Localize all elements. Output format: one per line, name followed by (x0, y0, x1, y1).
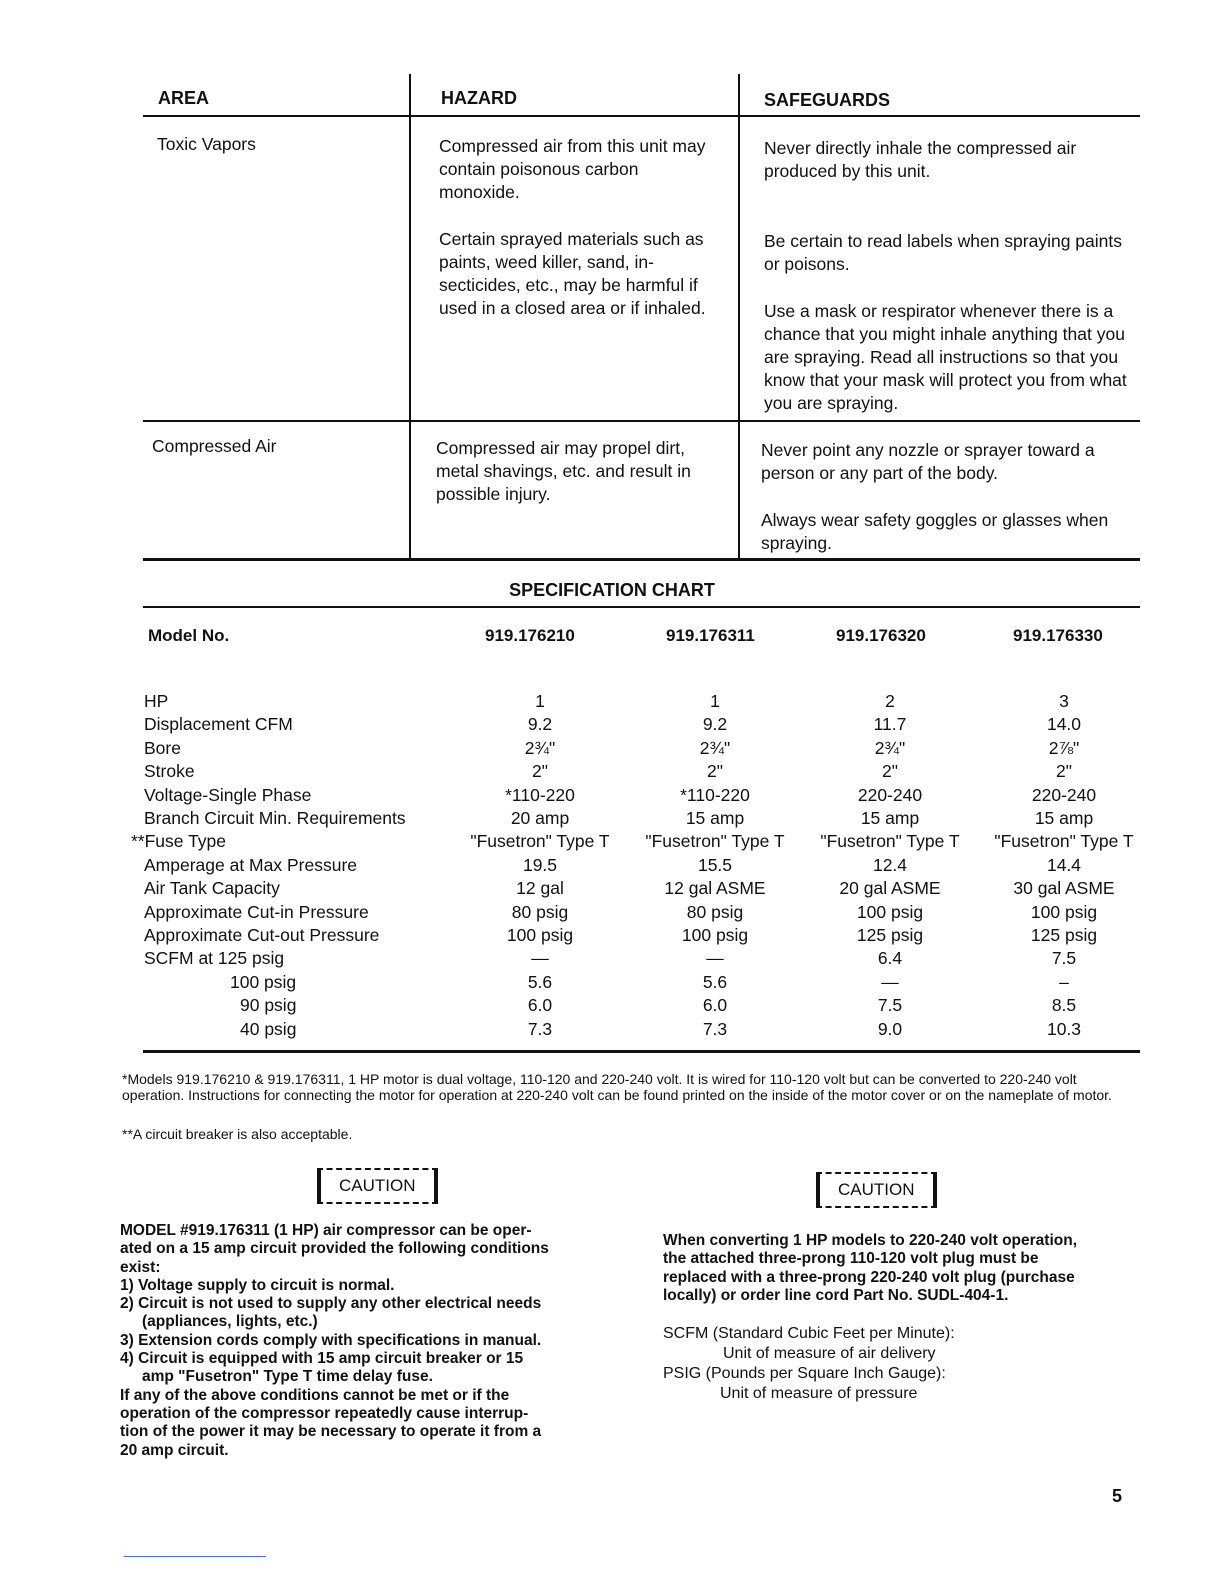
caution-line: 1) Voltage supply to circuit is normal. (120, 1276, 395, 1294)
spec-cell: 9.2 (702, 714, 728, 735)
caution-line: tion of the power it may be necessary to operate it from a (120, 1423, 542, 1441)
spec-cell: 1 (535, 691, 545, 711)
spec-cell: 80 psig (686, 901, 744, 922)
spec-cell: 15 amp (685, 808, 745, 829)
spec-cell: 2 (885, 691, 895, 711)
column-divider-2 (738, 74, 740, 558)
caution-line: 3) Extension cords comply with specifications in manual. (120, 1331, 542, 1349)
caution-line: When converting 1 HP models to 220-240 volt operation, (663, 1232, 1077, 1249)
spec-title-rule (143, 606, 1140, 608)
spec-cell: 6.0 (702, 995, 728, 1016)
spec-cell: 12 gal (516, 878, 564, 899)
spec-cell: 12 gal ASME (664, 878, 766, 899)
spec-label: 90 psig (240, 995, 297, 1016)
spec-chart-title: SPECIFICATION CHART (509, 580, 715, 600)
spec-cell: 14.0 (1046, 714, 1082, 735)
spec-cell: 2" (1056, 761, 1072, 782)
header-hazard: HAZARD (441, 88, 517, 108)
row-rule (143, 420, 1140, 422)
psig-definition: Unit of measure of pressure (720, 1385, 918, 1402)
spec-cell: "Fusetron" Type T (645, 831, 785, 852)
spec-cell: *110-220 (680, 784, 750, 805)
spec-cell: 3 (1059, 691, 1069, 711)
caution-line: (appliances, lights, etc.) (142, 1313, 318, 1331)
hazard-toxic-2: Certain sprayed materials such as paints, weed killer, sand, in-secticides, etc., may be harmful if used in a closed area or if inhaled. (439, 229, 706, 318)
header-area: AREA (158, 88, 210, 108)
spec-cell: 2" (532, 761, 548, 782)
spec-cell: 1 (710, 691, 720, 711)
safeguard-compressed-2: Always wear safety goggles or glasses when spraying. (761, 510, 1109, 553)
caution-line: amp "Fusetron" Type T time delay fuse. (142, 1368, 433, 1386)
spec-cell: 2¾" (874, 737, 906, 758)
spec-column-3 (805, 690, 975, 1041)
spec-cell: 80 psig (511, 901, 569, 922)
caution-line: ated on a 15 amp circuit provided the following conditions (120, 1240, 549, 1258)
spec-cell: – (1059, 971, 1069, 992)
spec-column-4 (979, 690, 1149, 1041)
safeguard-toxic-1: Never directly inhale the compressed air produced by this unit. (764, 138, 1077, 181)
spec-label: Approximate Cut-out Pressure (144, 925, 380, 946)
spec-cell: 19.5 (522, 854, 558, 875)
spec-cell: 2" (882, 761, 898, 782)
footnote-dual-voltage: *Models 919.176210 & 919.176311, 1 HP motor is dual voltage, 110-120 and 220-240 volt. It is wired for 110-120 volt but can be converted to 220-240 volt operation. Instructions for connecting the motor for operation at 220-240 volt can be found printed on the inside of the motor cover or on the nameplate of motor. (122, 1071, 1112, 1103)
spec-cell: 7.5 (877, 995, 903, 1016)
caution-line: 20 amp circuit. (120, 1441, 229, 1459)
spec-cell: 10.3 (1046, 1018, 1082, 1039)
model-label: Model No. (148, 626, 230, 645)
psig-term: PSIG (Pounds per Square Inch Gauge): (663, 1365, 946, 1382)
caution-line: replaced with a three-prong 220-240 volt plug (purchase (663, 1268, 1075, 1286)
safeguard-compressed-1: Never point any nozzle or sprayer toward a person or any part of the body. (761, 440, 1095, 483)
spec-label: 40 psig (240, 1018, 297, 1039)
spec-cell: — (881, 971, 899, 992)
spec-cell: 30 gal ASME (1013, 878, 1115, 899)
model-2: 919.176311 (666, 626, 755, 645)
spec-cell: 15 amp (860, 808, 920, 829)
caution-left-text (120, 1222, 598, 1460)
spec-cell: — (531, 948, 549, 969)
table-bottom-rule (143, 558, 1140, 561)
definitions (663, 1324, 955, 1404)
spec-label: SCFM at 125 psig (144, 948, 285, 969)
spec-cell: 5.6 (527, 971, 553, 992)
model-3: 919.176320 (836, 626, 926, 645)
spec-label: Displacement CFM (144, 714, 293, 735)
spec-cell: 7.5 (1051, 948, 1077, 969)
spec-cell: 100 psig (856, 901, 924, 922)
spec-cell: 15 amp (1034, 808, 1094, 829)
spec-cell: 7.3 (527, 1018, 553, 1039)
caution-line: If any of the above conditions cannot be met or if the (120, 1386, 510, 1404)
spec-cell: 2⅞" (1048, 737, 1080, 758)
caution-line: MODEL #919.176311 (1 HP) air compressor can be oper- (120, 1222, 532, 1239)
spec-label: **Fuse Type (131, 831, 227, 852)
caution-line: exist: (120, 1258, 161, 1276)
spec-label: Approximate Cut-in Pressure (144, 901, 369, 922)
spec-row-labels (131, 690, 406, 1041)
spec-label: HP (144, 691, 169, 711)
hazard-toxic-1: Compressed air from this unit may contain poisonous carbon monoxide. (439, 136, 706, 202)
caution-label-left: CAUTION (317, 1168, 438, 1204)
caution-line: 2) Circuit is not used to supply any other electrical needs (120, 1295, 542, 1313)
page-number: 5 (1112, 1486, 1123, 1506)
spec-cell: 220-240 (1031, 784, 1097, 805)
spec-cell: 12.4 (872, 854, 908, 875)
safeguard-toxic-3: Use a mask or respirator whenever there is a chance that you might inhale anything that you are spraying. Read all instructions so that you know that your mask will protect you from what you are spraying. (764, 301, 1127, 413)
spec-label: Voltage-Single Phase (144, 784, 312, 805)
spec-cell: 2" (707, 761, 723, 782)
spec-bottom-rule (143, 1050, 1140, 1053)
spec-column-2 (630, 690, 800, 1041)
spec-cell: 9.0 (877, 1018, 903, 1039)
spec-cell: 220-240 (857, 784, 923, 805)
column-divider-1 (409, 74, 411, 558)
spec-cell: 5.6 (702, 971, 728, 992)
spec-cell: "Fusetron" Type T (820, 831, 960, 852)
spec-cell: 125 psig (856, 925, 924, 946)
spec-cell: 6.0 (527, 995, 553, 1016)
spec-cell: 100 psig (1030, 901, 1098, 922)
spec-cell: 7.3 (702, 1018, 728, 1039)
spec-cell: 6.4 (877, 948, 903, 969)
spec-cell: 2¾" (524, 737, 556, 758)
spec-cell: 14.4 (1046, 854, 1082, 875)
header-rule (143, 115, 1140, 117)
spec-cell: 20 gal ASME (839, 878, 941, 899)
spec-label: 100 psig (230, 971, 297, 992)
spec-cell: 100 psig (506, 925, 574, 946)
blue-rule (124, 1556, 266, 1557)
spec-label: Air Tank Capacity (144, 878, 280, 899)
spec-column-1 (455, 690, 625, 1041)
hazard-compressed-1: Compressed air may propel dirt, metal shavings, etc. and result in possible injury. (436, 438, 691, 504)
spec-cell: 11.7 (873, 714, 907, 735)
spec-cell: 100 psig (681, 925, 749, 946)
model-1: 919.176210 (485, 626, 575, 645)
spec-label: Bore (144, 737, 181, 758)
spec-cell: 20 amp (510, 808, 570, 829)
caution-line: the attached three-prong 110-120 volt plug must be (663, 1250, 1039, 1268)
spec-cell: 2¾" (699, 737, 731, 758)
spec-cell: 15.5 (697, 854, 733, 875)
caution-line: locally) or order line cord Part No. SUDL-404-1. (663, 1286, 1009, 1304)
spec-cell: 8.5 (1051, 995, 1077, 1016)
caution-right-text (663, 1232, 1143, 1305)
spec-cell: — (706, 948, 724, 969)
caution-line: 4) Circuit is equipped with 15 amp circuit breaker or 15 (120, 1350, 524, 1368)
scfm-term: SCFM (Standard Cubic Feet per Minute): (663, 1325, 955, 1342)
area-toxic-vapors: Toxic Vapors (157, 134, 256, 154)
scfm-definition: Unit of measure of air delivery (723, 1345, 936, 1362)
spec-label: Amperage at Max Pressure (144, 854, 358, 875)
spec-cell: "Fusetron" Type T (994, 831, 1134, 852)
safeguard-toxic-2: Be certain to read labels when spraying paints or poisons. (764, 231, 1122, 274)
caution-label-right: CAUTION (816, 1172, 937, 1208)
model-4: 919.176330 (1013, 626, 1103, 645)
spec-label: Branch Circuit Min. Requirements (144, 808, 406, 829)
footnote-circuit-breaker: **A circuit breaker is also acceptable. (122, 1126, 353, 1142)
header-safeguards: SAFEGUARDS (764, 90, 891, 110)
caution-line: operation of the compressor repeatedly cause interrup- (120, 1404, 529, 1422)
spec-cell: 125 psig (1030, 925, 1098, 946)
spec-cell: "Fusetron" Type T (470, 831, 610, 852)
spec-cell: *110-220 (505, 784, 575, 805)
area-compressed-air: Compressed Air (152, 436, 277, 456)
spec-label: Stroke (144, 761, 195, 782)
spec-cell: 9.2 (527, 714, 553, 735)
